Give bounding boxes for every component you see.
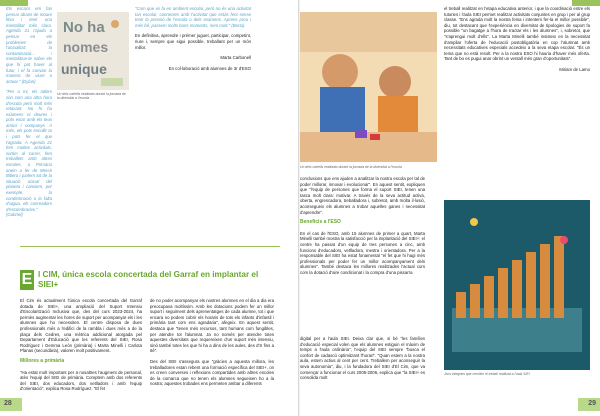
conclusions-paragraph: conclusions que ens ajuden a analitzar la nostra escola per tal de poder millorar, innovar i evolucionar". En aquest sentit, expliquen que "l'equip de persones que forma el suport SIEI, tenen una tasca molt clara: motivar. A través de la seva actitud activa, oberta, engrescadora, treballadora i, sobretot, amb molta il·lusió, aconsegueix els alumnes a trobar aquelles ganes i necessitat d'aprendre". <box>300 176 425 215</box>
poster-line1: No ha <box>63 19 105 36</box>
quote-gabriel: "Per a mi, els tallers són com una altra hora d'escola però molt més relaxant. No hi ha exàmens ni deures i pots estar amb els teus amics i companys. A més, els pots escollir tu i pots fer el que t'agrada. A Agenda 21 fem moltes activitats, sortim al carrer, fem treballets amb altres escoles, a Primària anem a fer de Mercè Bitlera i parlem tot de la situació actual del planeta i canviem, per exemple, la condemnació o la falta d'aigua, els conreadors d'escombraries." (Gabriel) <box>6 89 52 218</box>
right-header-tab <box>572 0 600 6</box>
quote-berta: "Com que es fa en ambient escolar, però no és una activitat tan escolar, connectes amb l'activitat que estàs fent sense tenir la pressió de l'escola o dels exàmens. Aprens prou i més bé, passem molts bons moments, riem molt." (Berta) <box>135 6 251 28</box>
quote-dylan: Els escacs em fan pensar abans de moure fitxa i tenir una mentalitat més clara. Agenda 21 t'ajuda a pensar en els problemes de l'actualitat: la contaminació... i mentalitzar-te sobre els que hi pot haver al futur, i el fa canviar la manera de viure o actuar." (Dylan) <box>6 6 52 84</box>
poster-caption: Un dels cartells realitzats durant la jornada de la diversitat a l'escola <box>57 92 126 101</box>
author-collab: En col·laboració amb alumnes de 3r d'ESO <box>168 65 251 71</box>
left-bottom-col1 <box>20 298 142 397</box>
left-col2 <box>135 6 251 76</box>
section-rule <box>20 246 280 247</box>
eso-paragraph: En el cas de l'ESO, amb 15 alumnes de primer a quart, Marta Minelli també mostra la satisfacció per la implantació del SIEI+: el centre ha passat d'un equip de tres persones a cinc, amb funcions d'educadors, vetlladora, mestra i orientadora. Per a la responsable del SIEI ha estat fonamental "el fet que hi hagi més professionals per poder fer un millor acompanyament dels alumnes". També destaca les millores realitzades l'actual curs com la dotació d'aire condicionat i la compra d'una pissarra <box>300 230 425 275</box>
author-miriam: Miriam de Lamo <box>559 66 590 72</box>
right-col-left-bottom <box>300 336 425 386</box>
page-number-left: 28 <box>4 400 12 407</box>
page-number-right: 29 <box>588 400 596 407</box>
eso-paragraph-2: digital per a l'aula SIEI. Deixa clar que, si bé "les famílies d'educació especial volen que els alumnes estiguin el màxim de temps a l'aula ordinària", l'equip del SIEI sempre "busca el confort de cadascú optimitzant l'horari". "Quan estem a la nostra aula, estem actius al cent per cent. Treballem per aconseguir la seva autonomia", diu, i la fundadora del SIEI d'El Cim, que va començar a funcionar el curs 2005-2006, explica que "la SIEI+ es consolida molt <box>300 336 425 381</box>
intro-paragraph: El Cim és actualment l'única escola concertada del Garraf dotada de SIEI+, una ampliació del Suport Intensiu d'Escolarització Inclusiva que, des del curs 2023-2024, ha permès augmentar les hores de suport per acompanyar els i les alumnes que ho necessiten. El centre disposa de dues professionals més a l'edifici de la rambla i dues més a de la plaça dels Cedres, una mètrica addicional atorgada pel Departament d'Educació que les referents del SIEI, Rosa Rodríguez i Gemma León (primària) i Marta Minelli i Carlota Planas (secundària), valoren molt positivament. <box>20 298 142 354</box>
subhead-eso: Beneficis a l'ESO <box>300 219 341 226</box>
headline-title: l CIM, única escola concertada del Garraf en implantar el SIEI+ <box>38 270 259 289</box>
poster-photo <box>57 12 129 90</box>
poster-line3: unique <box>61 61 107 77</box>
right-col-right-top <box>444 6 590 78</box>
photo-caption-1: Un dels cartells realitzats durant la jornada de la diversitat a l'escola <box>300 165 402 169</box>
right-col-left-top <box>300 176 425 281</box>
blocks-photo <box>444 200 590 370</box>
photo-caption-2: Jocs integrats que recollim el treball realitzat a l'aula SIEI <box>444 372 530 376</box>
classroom-photo <box>300 12 437 162</box>
bottom-col2-para2: Des del SIEI s'assegura que "gràcies a aquesta millora, les treballadores estan rebent una formació específica del SIEI+, on es creen converses i reflexions compartides amb altres escoles de la comarca que no tenen els alumnes segueixen ho a la nostra; aquestes trobades ens permeten ambar a diferents <box>150 358 274 387</box>
primaria-paragraph: "Ha estat molt important per a nosaltres l'augment de personal, atès l'equip del SIEI de primària. Comptem amb dos referents del SIEI, dos educadors, dos vetlladors i amb l'equip d'orientació", explica Rosa Rodríguez. "El fet <box>20 369 142 392</box>
left-col1-quotes <box>6 6 52 223</box>
conclusion-paragraph: En definitiva, aprendre i prémer juguet, participar, competint, riure i, sempre que sigui possible, treballant per un món millor. <box>135 33 251 50</box>
author-name: Marta Carbonell <box>220 55 251 61</box>
siei-paragraph: el treball realitzat en l'etapa educativa anterior, i que la coordinació entre els tutories i l'aula SIEI permet realitzar activitats conjuntes en grup i per al grup classe. "Ens agrada molt la nostra feina i intentem fer-la el millor possible", diu, tot destacant que l'experiència en diversitat de tipologies de suport fa possible "un bagatge a l'hora de tractar els i les alumnes", i, sobretot, que "s'aprengui molt d'ells". La Marta Minelli també insisteix en la necessitat d'ampliar l'oferta de l'educació postobligatòria en cop l'alumnat amb necessitats educatives especials accedeix a la seva etapa escolar. "És un tema que no està resolt. Per a la nostra ESO hi hauria d'haver més oferta. Tant de bo es pugui anar obrint un ventall més gran d'oportunitats". <box>444 6 590 62</box>
bottom-col2-para1: de no poder acompanyar els nostres alumnes en el dia a dia era preocupava moltíssim. Amb les dotacions podem fer un millor suport i seguiment dels aprenentatges de cada alumne, tot i que encara no podem cobrir els horaris de tots els infants d'infantil i primària tant com ens agradaria", afegeix. En aquest sentit, destaca que "tenen més recursos, tant humans com fungibles, per atendre tot l'alumnat. Ja no només per atendre totes aquestes diversitats que requereixen d'un suport més intensiu, sinó també totes les que hi ha a dins de les aules, des d'S fins a 6è". <box>150 298 274 354</box>
subhead-primaria: Millores a primària <box>20 357 65 364</box>
poster-line2: nomes <box>63 39 109 55</box>
headline-initial: E <box>21 271 33 288</box>
left-bottom-col2 <box>150 298 274 392</box>
